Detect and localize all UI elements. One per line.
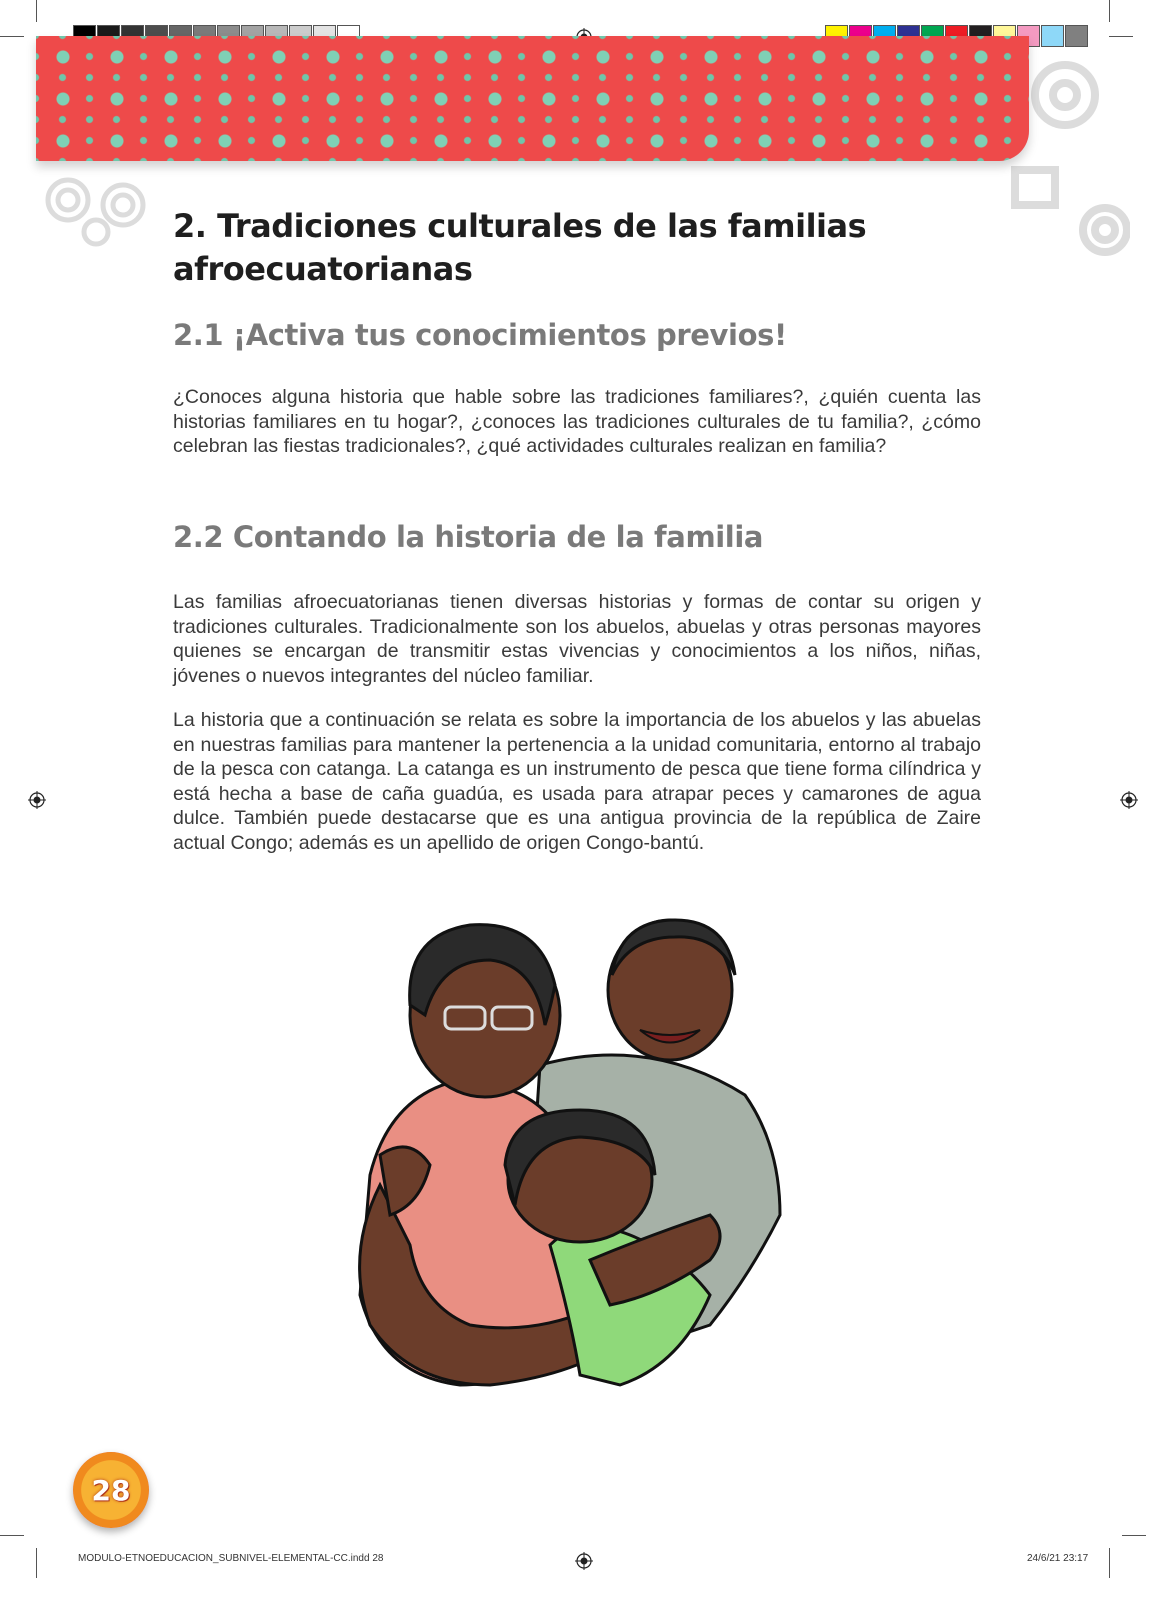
page-title: 2. Tradiciones culturales de las familias afroecuatorianas (173, 207, 867, 288)
registration-mark-icon (575, 1552, 593, 1570)
crop-mark (36, 1548, 37, 1578)
crop-mark (1109, 1548, 1110, 1578)
color-swatch (1065, 25, 1088, 47)
body-paragraph: La historia que a continuación se relata es sobre la importancia de los abuelos y las abuelas en nuestras familias para mantener la pertenencia a la unidad comunitaria, entorno al trabajo de la pesca con catanga. La catanga es un instrumento de pesca que tiene forma cilíndrica y está hecha a base de caña guadúa, es usada para atrapar peces y camarones de agua dulce. También puede destacarse que es una antigua provincia de la república de Zaire actual Congo; además es un apellido de origen Congo-bantú. (173, 709, 981, 854)
registration-mark-icon (1120, 791, 1138, 809)
page-number: 28 (91, 1473, 131, 1507)
crop-mark (0, 1535, 24, 1536)
registration-mark-icon (28, 791, 46, 809)
section-heading: 2.1 ¡Activa tus conocimientos previos! (173, 318, 787, 352)
body-paragraph: Las familias afroecuatorianas tienen diversas historias y formas de contar su origen y tradiciones culturales. Tradicionalmente son los abuelos, abuelas y otras personas mayores quienes se encargan de transmitir estas vivencias y conocimientos a los niños, niñas, jóvenes o nuevos integrantes del núcleo familiar. (173, 591, 981, 687)
color-swatch (1041, 25, 1064, 47)
family-illustration (350, 915, 790, 1420)
spiral-ornament-icon (38, 170, 158, 250)
crop-mark (0, 36, 24, 37)
crop-mark (1122, 1535, 1146, 1536)
crop-mark (1109, 36, 1133, 37)
footer-timestamp: 24/6/21 23:17 (1027, 1553, 1089, 1564)
footer-file-name: MODULO-ETNOEDUCACION_SUBNIVEL-ELEMENTAL-CC.indd 28 (78, 1553, 384, 1564)
body-paragraph: ¿Conoces alguna historia que hable sobre las tradiciones familiares?, ¿quién cuenta las historias familiares en tu hogar?, ¿conoces las tradiciones culturales de tu familia?, ¿cómo celebran las fiestas tradicionales?, ¿qué actividades culturales realizan en familia? (173, 386, 981, 457)
crop-mark (1109, 0, 1110, 22)
page-number-badge (73, 1452, 149, 1528)
section-heading: 2.2 Contando la historia de la familia (173, 520, 764, 554)
crop-mark (36, 0, 37, 22)
decorative-header-band (36, 36, 1029, 161)
